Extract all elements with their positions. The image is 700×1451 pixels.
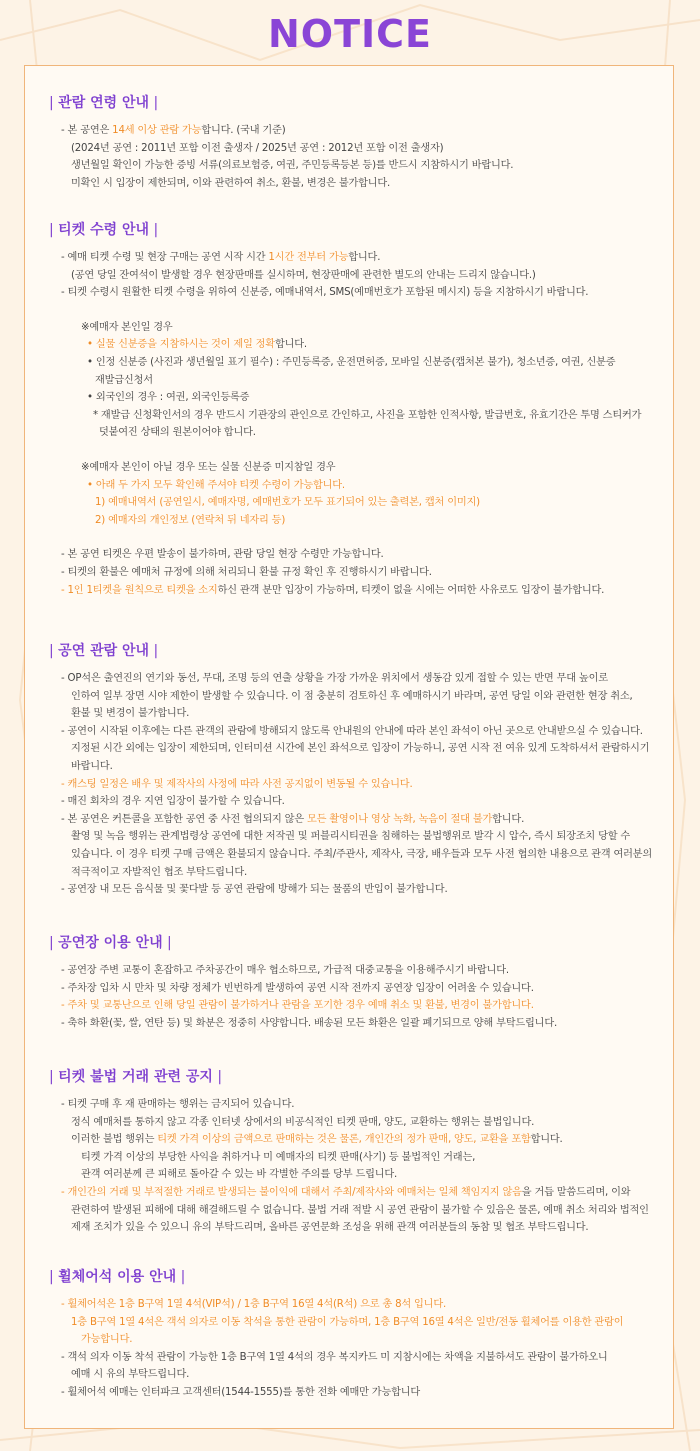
text-line: - 공연장 내 모든 음식물 및 꽃다발 등 공연 관람에 방해가 되는 물품의 반입이 불가합니다. [61, 884, 448, 896]
text-line: • 외국인의 경우 : 여권, 외국인등록증 [87, 392, 250, 404]
text-line: - 본 공연은 14세 이상 관람 가능합니다. (국내 기준) [61, 125, 286, 136]
text-line: 1) 예매내역서 (공연일시, 예매자명, 예매번호가 모두 표기되어 있는 출력본, 캡처 이미지) [95, 497, 480, 509]
text-line: - 티켓의 환불은 예매처 규정에 의해 처리되니 환불 규정 확인 후 진행하시기 바랍니다. [61, 566, 432, 578]
section-illegal-resale [49, 1066, 659, 1237]
text-line: - 캐스팅 일정은 배우 및 제작사의 사정에 따라 사전 공지없이 변동될 수 있습니다. [61, 778, 413, 790]
section-viewing-guide [49, 640, 659, 899]
text-line: 예매 시 유의 부탁드립니다. [71, 1369, 190, 1381]
section-ticket-pickup [49, 219, 659, 599]
text-line: - 주차장 입차 시 만차 및 차량 정체가 빈번하게 발생하여 공연 시작 전까지 공연장 입장이 어려울 수 있습니다. [61, 982, 534, 994]
section-title: | 관람 연령 안내 | [49, 95, 159, 111]
section-title: | 휠체어석 이용 안내 | [49, 1269, 186, 1285]
text-line: 1층 B구역 1열 4석은 객석 의자로 이동 착석을 통한 관람이 가능하며, 1층 B구역 16열 4석은 일반/전동 휠체어를 이용한 관람이 [71, 1316, 624, 1328]
text-line: ※예매자 본인일 경우 [81, 321, 173, 333]
text-line: 관객 여러분께 큰 피해로 돌아갈 수 있는 바 각별한 주의를 당부 드립니다. [81, 1169, 398, 1181]
text-line: 미확인 시 입장이 제한되며, 이와 관련하여 취소, 환불, 변경은 불가합니다. [71, 177, 391, 189]
section-venue-guide [49, 932, 659, 1032]
page-title: NOTICE [267, 12, 432, 56]
text-line: 덧붙여진 상태의 원본이어야 합니다. [99, 427, 256, 439]
notice-panel [24, 65, 674, 1429]
text-line: 환불 및 변경이 불가합니다. [71, 708, 190, 720]
text-line: • 실물 신분증을 지참하시는 것이 제일 정확합니다. [87, 339, 307, 351]
text-line: - 티켓 수령시 원활한 티켓 수령을 위하여 신분증, 예매내역서, SMS(예매번호가 포함된 메시지) 등을 지참하시기 바랍니다. [61, 287, 589, 299]
text-line: (공연 당일 잔여석이 발생할 경우 현장판매를 실시하며, 현장판매에 관련한 별도의 안내는 드리지 않습니다.) [71, 269, 536, 281]
text-line: - 축하 화환(꽃, 쌀, 연탄 등) 및 화분은 정중히 사양합니다. 배송된 모든 화환은 일괄 폐기되므로 양해 부탁드립니다. [61, 1017, 557, 1029]
text-line: (2024년 공연 : 2011년 포함 이전 출생자 / 2025년 공연 : 2012년 포함 이전 출생자) [71, 142, 444, 154]
text-line: - 매진 회차의 경우 지연 입장이 불가할 수 있습니다. [61, 796, 285, 808]
text-line: 가능합니다. [81, 1334, 133, 1346]
section-age-guide [49, 92, 659, 192]
text-line: - 본 공연 티켓은 우편 발송이 불가하며, 관람 당일 현장 수령만 가능합니다. [61, 549, 384, 561]
text-line: - 예매 티켓 수령 및 현장 구매는 공연 시작 시간 1시간 전부터 가능합니다. [61, 252, 381, 263]
section-title: | 공연 관람 안내 | [49, 643, 159, 659]
section-wheelchair-guide [49, 1266, 659, 1402]
text-line: 지정된 시간 외에는 입장이 제한되며, 인터미션 시간에 본인 좌석으로 입장이 가능하니, 공연 시작 전 여유 있게 도착하셔서 관람하시기 [71, 743, 650, 755]
text-line: - 1인 1티켓을 원칙으로 티켓을 소지하신 관객 분만 입장이 가능하며, 티켓이 없을 시에는 어떠한 사유로도 입장이 불가합니다. [61, 584, 605, 596]
text-line: 있습니다. 이 경우 티켓 구매 금액은 환불되지 않습니다. 주최/주관사, 제작사, 극장, 배우들과 모두 사전 협의한 내용으로 관객 여러분의 [71, 848, 653, 860]
text-line: • 아래 두 가지 모두 확인해 주셔야 티켓 수령이 가능합니다. [87, 479, 345, 491]
text-line: 인하여 일부 장면 시야 제한이 발생할 수 있습니다. 이 점 충분히 검토하신 후 예매하시기 바라며, 공연 당일 이와 관련한 현장 취소, [71, 690, 633, 702]
text-line: 제재 조치가 있을 수 있으니 유의 부탁드리며, 올바른 공연문화 조성을 위해 관객 여러분들의 동참 및 협조 부탁드립니다. [71, 1222, 589, 1234]
text-line: - 휠체어석은 1층 B구역 1열 4석(VIP석) / 1층 B구역 16열 4석(R석) 으로 총 8석 입니다. [61, 1299, 446, 1310]
text-line: 2) 예매자의 개인정보 (연락처 뒤 네자리 등) [95, 514, 286, 526]
text-line: - 주차 및 교통난으로 인해 당일 관람이 불가하거나 관람을 포기한 경우 예매 취소 및 환불, 변경이 불가합니다. [61, 1000, 534, 1012]
text-line: 이러한 불법 행위는 티켓 가격 이상의 금액으로 판매하는 것은 물론, 개인간의 정가 판매, 양도, 교환을 포함합니다. [71, 1134, 563, 1146]
text-line: 재발급신청서 [95, 374, 153, 386]
text-line: 생년월일 확인이 가능한 증빙 서류(의료보험증, 여권, 주민등록등본 등)를 반드시 지참하시기 바랍니다. [71, 160, 514, 172]
text-line: 바랍니다. [71, 760, 113, 772]
text-line: 관련하여 발생된 피해에 대해 해결해드릴 수 없습니다. 불법 거래 적발 시 공연 관람이 불가할 수 있음은 물론, 예매 취소 처리와 법적인 [71, 1204, 649, 1216]
text-line: - 휠체어석 예매는 인터파크 고객센터(1544-1555)를 통한 전화 예매만 가능합니다 [61, 1386, 421, 1398]
text-line: 티켓 가격 이상의 부당한 사익을 취하거나 미 예매자의 티켓 판매(사기) 등 불법적인 거래는, [81, 1151, 476, 1163]
text-line: - 객석 의자 이동 착석 관람이 가능한 1층 B구역 1열 4석의 경우 복지카드 미 지참시에는 차액을 지불하셔도 관람이 불가하오니 [61, 1351, 608, 1363]
text-line: - 티켓 구매 후 재 판매하는 행위는 금지되어 있습니다. [61, 1099, 295, 1110]
text-line: - 본 공연은 커튼콜을 포함한 공연 중 사전 협의되지 않은 모든 촬영이나 영상 녹화, 녹음이 절대 불가합니다. [61, 813, 525, 825]
text-line: ※예매자 본인이 아닐 경우 또는 실물 신분증 미지참일 경우 [81, 461, 336, 473]
text-line: - 개인간의 거래 및 부적절한 거래로 발생되는 불이익에 대해서 주최/제작사와 예매처는 일체 책임지지 않음을 거듭 말씀드리며, 이와 [61, 1186, 631, 1198]
text-line: - 공연장 주변 교통이 혼잡하고 주차공간이 매우 협소하므로, 가급적 대중교통을 이용해주시기 바랍니다. [61, 965, 509, 976]
text-line: * 재발급 신청확인서의 경우 반드시 기관장의 관인으로 간인하고, 사진을 포함한 인적사항, 발급번호, 유효기간은 투명 스티커가 [93, 409, 642, 421]
text-line: 정식 예매처를 통하지 않고 각종 인터넷 상에서의 비공식적인 티켓 판매, 양도, 교환하는 행위는 불법입니다. [71, 1116, 535, 1128]
text-line: - 공연이 시작된 이후에는 다른 관객의 관람에 방해되지 않도록 안내원의 안내에 따라 본인 좌석이 아닌 곳으로 안내받으실 수 있습니다. [61, 725, 643, 737]
text-line: 적극적이고 자발적인 협조 부탁드립니다. [71, 866, 248, 878]
text-line: • 인정 신분증 (사진과 생년월일 표기 필수) : 주민등록증, 운전면허증, 모바일 신분증(캡처본 불가), 청소년증, 여권, 신분증 [87, 356, 616, 368]
section-title: | 티켓 수령 안내 | [49, 222, 159, 238]
section-title: | 공연장 이용 안내 | [49, 935, 172, 951]
text-line: - OP석은 출연진의 연기와 동선, 무대, 조명 등의 연출 상황을 가장 가까운 위치에서 생동감 있게 접할 수 있는 반면 무대 높이로 [61, 673, 608, 684]
text-line: 촬영 및 녹음 행위는 관계법령상 공연에 대한 저작권 및 퍼블리시티권을 침해하는 불법행위로 발각 시 압수, 즉시 퇴장조치 당할 수 [71, 831, 631, 843]
section-title: | 티켓 불법 거래 관련 공지 | [49, 1069, 223, 1085]
